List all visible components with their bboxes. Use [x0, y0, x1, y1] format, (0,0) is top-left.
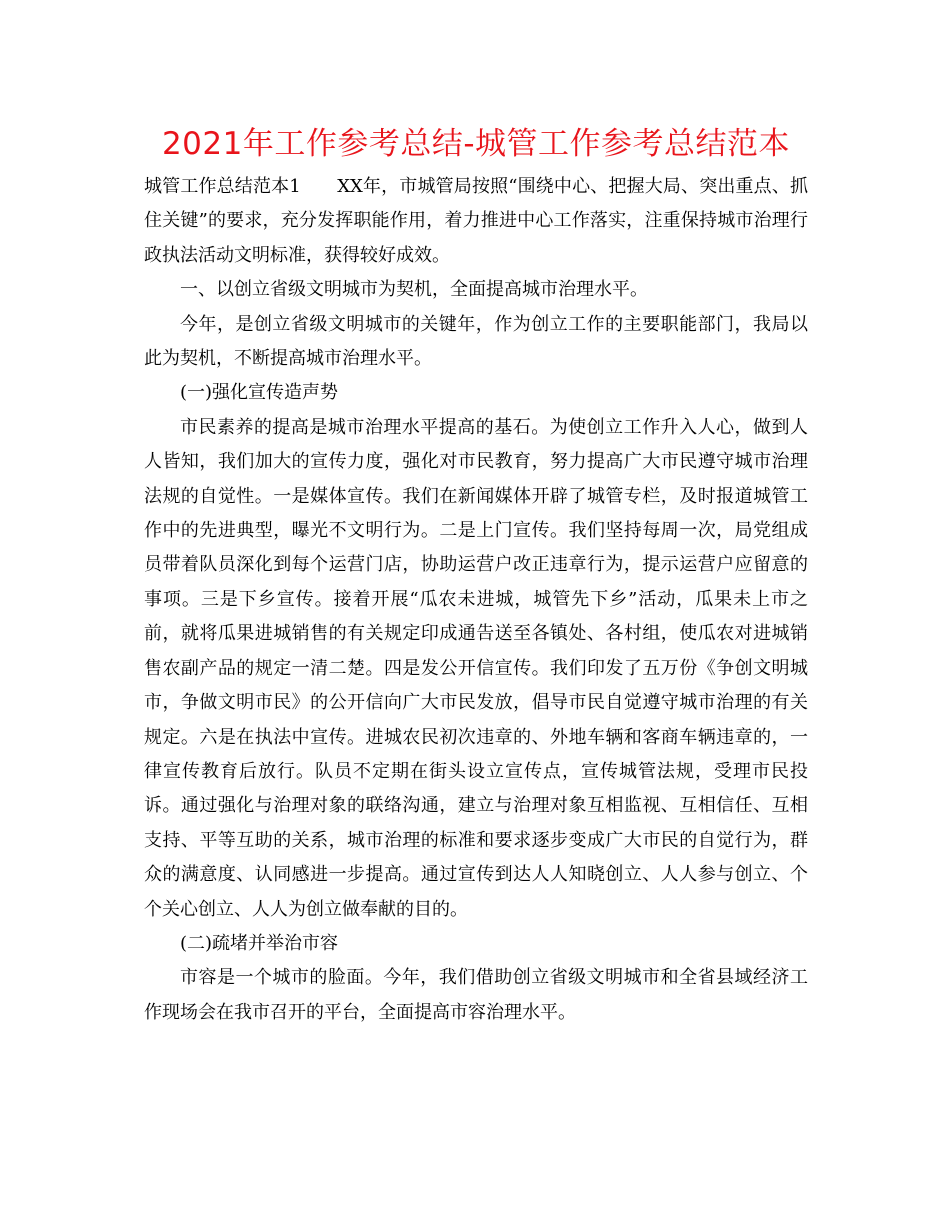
- document-title: 2021年工作参考总结-城管工作参考总结范本: [161, 126, 791, 162]
- subheading-1: (一)强化宣传造声势: [180, 382, 339, 404]
- paragraph-intro: 城管工作总结范本1 XX年，市城管局按照“围绕中心、把握大局、突出重点、抓住关键”的要求，充分发挥职能作用，着力推进中心工作落实，注重保持城市治理行政执法活动文明标准，获得较好成效。: [144, 176, 808, 266]
- paragraph-city-appearance: 市容是一个城市的脸面。今年，我们借助创立省级文明城市和全省县域经济工作现场会在我市召开的平台，全面提高市容治理水平。: [144, 967, 808, 1023]
- paragraph-publicity: 市民素养的提高是城市治理水平提高的基石。为使创立工作升入人心，做到人人皆知，我们加大的宣传力度，强化对市民教育，努力提高广大市民遵守城市治理法规的自觉性。一是媒体宣传。我们在新闻媒体开辟了城管专栏，及时报道城管工作中的先进典型，曝光不文明行为。二是上门宣传。我们坚持每周一次，局党组成员带着队员深化到每个运营门店，协助运营户改正违章行为，提示运营户应留意的事项。三是下乡宣传。接着开展“瓜农未进城，城管先下乡”活动，瓜果未上市之前，就将瓜果进城销售的有关规定印成通告送至各镇处、各村组，使瓜农对进城销售农副产品的规定一清二楚。四是发公开信宣传。我们印发了五万份《争创文明城市，争做文明市民》的公开信向广大市民发放，倡导市民自觉遵守城市治理的有关规定。六是在执法中宣传。进城农民初次违章的、外地车辆和客商车辆违章的，一律宣传教育后放行。队员不定期在街头设立宣传点，宣传城管法规，受理市民投诉。通过强化与治理对象的联络沟通，建立与治理对象互相监视、互相信任、互相支持、平等互助的关系，城市治理的标准和要求逐步变成广大市民的自觉行为，群众的满意度、认同感进一步提高。通过宣传到达人人知晓创立、人人参与创立、个个关心创立、人人为创立做奉献的目的。: [144, 416, 808, 920]
- subheading-2: (二)疏堵并举治市容: [180, 932, 339, 954]
- section-heading-1: 一、以创立省级文明城市为契机，全面提高城市治理水平。: [180, 279, 648, 301]
- document-page: [144, 120, 808, 1030]
- paragraph-section-1: 今年，是创立省级文明城市的关键年，作为创立工作的主要职能部门，我局以此为契机，不断提高城市治理水平。: [144, 313, 808, 370]
